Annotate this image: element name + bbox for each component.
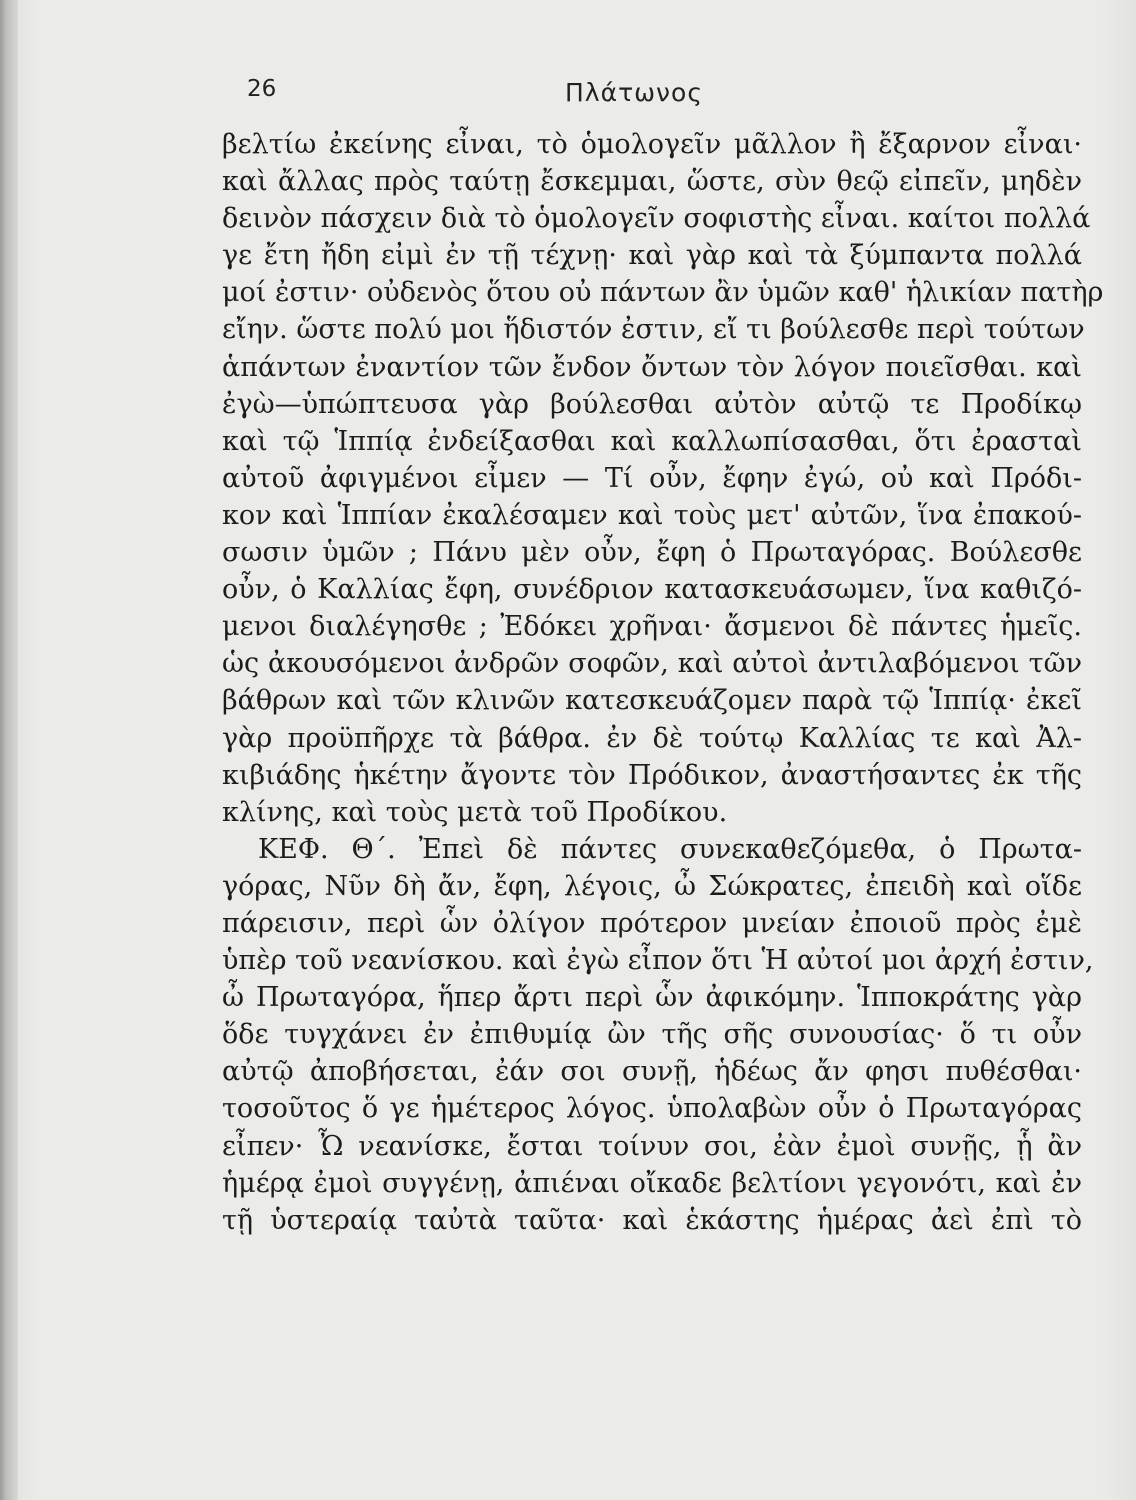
text-line: μοί ἐστιν· οὐδενὸς ὅτου οὐ πάντων ἂν ὑμῶν καθ' ἡλικίαν πατὴρ bbox=[222, 277, 1104, 309]
text-line: σωσιν ὑμῶν ; Πάνυ μὲν οὖν, ἔφη ὁ Πρωταγόρας. Βούλεσθε bbox=[222, 537, 1082, 569]
text-line: αὐτοῦ ἀφιγμένοι εἶμεν — Τί οὖν, ἔφην ἐγώ, οὐ καὶ Πρόδι- bbox=[222, 462, 1082, 494]
text-line: ὦ Πρωταγόρα, ἥπερ ἄρτι περὶ ὧν ἀφικόμην. Ἱπποκράτης γὰρ bbox=[222, 982, 1082, 1014]
text-line: μενοι διαλέγησθε ; Ἐδόκει χρῆναι· ἄσμενοι δὲ πάντες ἡμεῖς. bbox=[222, 611, 1082, 643]
page-header bbox=[0, 76, 1136, 116]
text-line: γε ἔτη ἤδη εἰμὶ ἐν τῇ τέχνῃ· καὶ γὰρ καὶ τὰ ξύμπαντα πολλά bbox=[222, 240, 1082, 272]
text-line: καὶ τῷ Ἱππίᾳ ἐνδείξασθαι καὶ καλλωπίσασθαι, ὅτι ἐρασταὶ bbox=[222, 425, 1082, 457]
text-line: καὶ ἄλλας πρὸς ταύτῃ ἔσκεμμαι, ὥστε, σὺν θεῷ εἰπεῖν, μηδὲν bbox=[222, 166, 1082, 198]
text-line: δεινὸν πάσχειν διὰ τὸ ὁμολογεῖν σοφιστὴς εἶναι. καίτοι πολλά bbox=[222, 203, 1091, 235]
page-gutter bbox=[0, 0, 18, 1500]
text-line: κιβιάδης ἡκέτην ἄγοντε τὸν Πρόδικον, ἀναστήσαντες ἐκ τῆς bbox=[222, 759, 1082, 791]
text-line: κον καὶ Ἱππίαν ἐκαλέσαμεν καὶ τοὺς μετ' αὐτῶν, ἵνα ἐπακού- bbox=[222, 499, 1082, 531]
text-line: ὅδε τυγχάνει ἐν ἐπιθυμίᾳ ὢν τῆς σῆς συνουσίας· ὅ τι οὖν bbox=[222, 1019, 1082, 1051]
text-line: τοσοῦτος ὅ γε ἡμέτερος λόγος. ὑπολαβὼν οὖν ὁ Πρωταγόρας bbox=[222, 1093, 1082, 1125]
text-line: ὑπὲρ τοῦ νεανίσκου. καὶ ἐγὼ εἶπον ὅτι Ἡ αὐτοί μοι ἀρχή ἐστιν, bbox=[222, 945, 1094, 977]
text-line: ἡμέρᾳ ἐμοὶ συγγένῃ, ἀπιέναι οἴκαδε βελτίονι γεγονότι, καὶ ἐν bbox=[222, 1167, 1082, 1199]
text-line: βάθρων καὶ τῶν κλινῶν κατεσκευάζομεν παρὰ τῷ Ἱππίᾳ· ἐκεῖ bbox=[222, 685, 1082, 717]
text-line: βελτίω ἐκείνης εἶναι, τὸ ὁμολογεῖν μᾶλλον ἢ ἔξαρνον εἶναι· bbox=[222, 129, 1082, 160]
page-number: 26 bbox=[247, 76, 277, 102]
text-line: εἴην. ὥστε πολύ μοι ἥδιστόν ἐστιν, εἴ τι βούλεσθε περὶ τούτων bbox=[222, 314, 1085, 346]
text-line: ἁπάντων ἐναντίον τῶν ἔνδον ὄντων τὸν λόγον ποιεῖσθαι. καὶ bbox=[222, 351, 1082, 383]
text-line: αὐτῷ ἀποβήσεται, ἐάν σοι συνῇ, ἡδέως ἄν φησι πυθέσθαι· bbox=[222, 1056, 1082, 1088]
running-head: Πλάτωνος bbox=[565, 78, 703, 107]
text-line: ὡς ἀκουσόμενοι ἀνδρῶν σοφῶν, καὶ αὐτοὶ ἀντιλαβόμενοι τῶν bbox=[222, 648, 1082, 680]
text-line: πάρεισιν, περὶ ὧν ὀλίγον πρότερον μνείαν ἐποιοῦ πρὸς ἐμὲ bbox=[222, 907, 1082, 939]
text-line: γὰρ προϋπῆρχε τὰ βάθρα. ἐν δὲ τούτῳ Καλλίας τε καὶ Ἀλ- bbox=[222, 722, 1082, 754]
chapter-heading-line: ΚΕΦ. Θ΄. Ἐπεὶ δὲ πάντες συνεκαθεζόμεθα, ὁ Πρωτα- bbox=[258, 833, 1082, 865]
text-line: κλίνης, καὶ τοὺς μετὰ τοῦ Προδίκου. bbox=[222, 796, 728, 828]
text-line: ἐγὼ—ὑπώπτευσα γὰρ βούλεσθαι αὐτὸν αὐτῷ τε Προδίκῳ bbox=[222, 388, 1082, 420]
body-text bbox=[222, 126, 1104, 1239]
text-line: τῇ ὑστεραίᾳ ταὐτὰ ταῦτα· καὶ ἑκάστης ἡμέρας ἀεὶ ἐπὶ τὸ bbox=[222, 1204, 1082, 1236]
text-line: οὖν, ὁ Καλλίας ἔφη, συνέδριον κατασκευάσωμεν, ἵνα καθιζό- bbox=[222, 574, 1082, 606]
text-line: εἶπεν· Ὦ νεανίσκε, ἔσται τοίνυν σοι, ἐὰν ἐμοὶ συνῇς, ᾗ ἂν bbox=[222, 1130, 1082, 1162]
text-line: γόρας, Νῦν δὴ ἄν, ἔφη, λέγοις, ὦ Σώκρατες, ἐπειδὴ καὶ οἵδε bbox=[222, 870, 1082, 902]
